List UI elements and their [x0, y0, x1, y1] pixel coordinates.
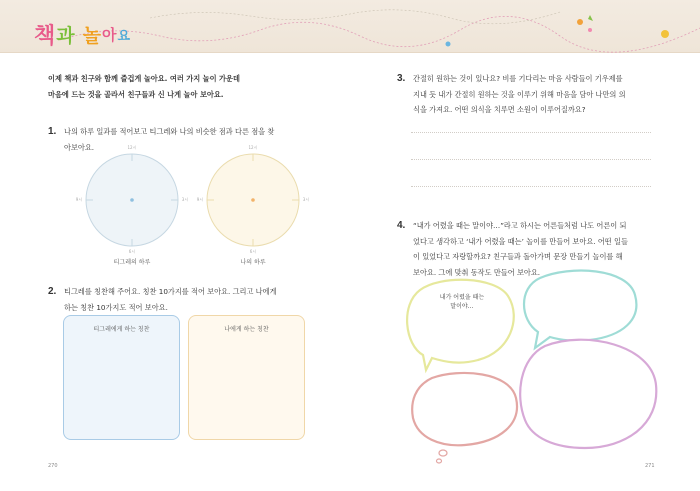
my-day-caption: 나의 하루	[240, 259, 266, 266]
tigre-day-caption: 티그레의 하루	[113, 259, 151, 266]
bubble-line: 내가 어렸을 때는	[439, 294, 485, 301]
intro-line: 마음에 드는 것을 골라서 친구들과 신 나게 놀아 보아요.	[48, 89, 224, 99]
question-line: 간절히 원하는 것이 있나요? 비를 기다리는 마음 사람들이 기우제를	[413, 74, 623, 83]
clock1-label-3: 3시	[181, 197, 189, 202]
question-line: 보아요. 그에 맞춰 동작도 만들어 보아요.	[413, 267, 541, 277]
right-page-number: 271	[645, 463, 655, 469]
logo-char-2: 과	[56, 25, 75, 47]
question-line: 식을 가져요. 어떤 의식을 치루면 소원이 이루어질까요?	[413, 105, 586, 114]
question-line: 었다고 생각하고 ‘내가 어렸을 때는’ 놀이를 만들어 보아요. 어떤 일들	[413, 236, 628, 246]
bubble-prompt-text	[427, 293, 497, 311]
my-praise-label: 나에게 하는 칭찬	[224, 326, 269, 333]
left-page-number: 270	[48, 463, 58, 469]
clock2-label-9: 9시	[196, 197, 204, 202]
clock2-label-12: 12시	[248, 145, 258, 150]
question-line: 나의 하루 일과를 적어보고 티그레와 나의 비슷한 점과 다른 점을 찾	[64, 127, 275, 136]
logo-char-5: 요	[117, 29, 131, 44]
question-1-number: 1.	[48, 126, 57, 137]
tigre-praise-label: 티그레에게 하는 칭찬	[93, 326, 150, 333]
question-line: 아보아요.	[64, 142, 95, 152]
question-line: 티그레를 칭찬해 주어요. 칭찬 10가지를 적어 보아요. 그리고 나에게	[64, 287, 277, 296]
intro-line: 이제 책과 친구와 함께 즐겁게 놀아요. 여러 가지 놀이 가운데	[48, 74, 240, 83]
speech-bubble-pink[interactable]	[520, 340, 656, 448]
question-2-number: 2.	[48, 286, 57, 297]
clock1-label-9: 9시	[75, 197, 83, 202]
question-line: “내가 어렸을 때는 말이야…”라고 하시는 어른들처럼 나도 어른이 되	[413, 221, 627, 230]
clock2-label-6: 6시	[249, 249, 257, 254]
question-line: 지내 듯 내가 간절히 원하는 것을 이루기 위해 마음을 담아 나만의 의	[413, 89, 626, 99]
question-3-number: 3.	[397, 73, 406, 84]
bubble-line: 말이야…	[450, 303, 474, 310]
speech-bubble-teal[interactable]	[524, 271, 636, 348]
clock1-label-6: 6시	[128, 249, 136, 254]
thought-bubble-red[interactable]	[412, 373, 517, 463]
clock1-label-12: 12시	[127, 145, 137, 150]
question-4-number: 4.	[397, 220, 406, 231]
logo-char-4: 아	[101, 26, 117, 44]
clock2-label-3: 3시	[302, 197, 310, 202]
question-line: 이 있었다고 자랑할까요? 친구들과 돌아가며 문장 만들기 놀이를 해	[413, 252, 623, 261]
logo-char-3: 놀	[82, 25, 101, 47]
question-line: 하는 칭찬 10가지도 적어 보아요.	[64, 302, 168, 312]
logo-char-1: 책	[34, 24, 56, 49]
